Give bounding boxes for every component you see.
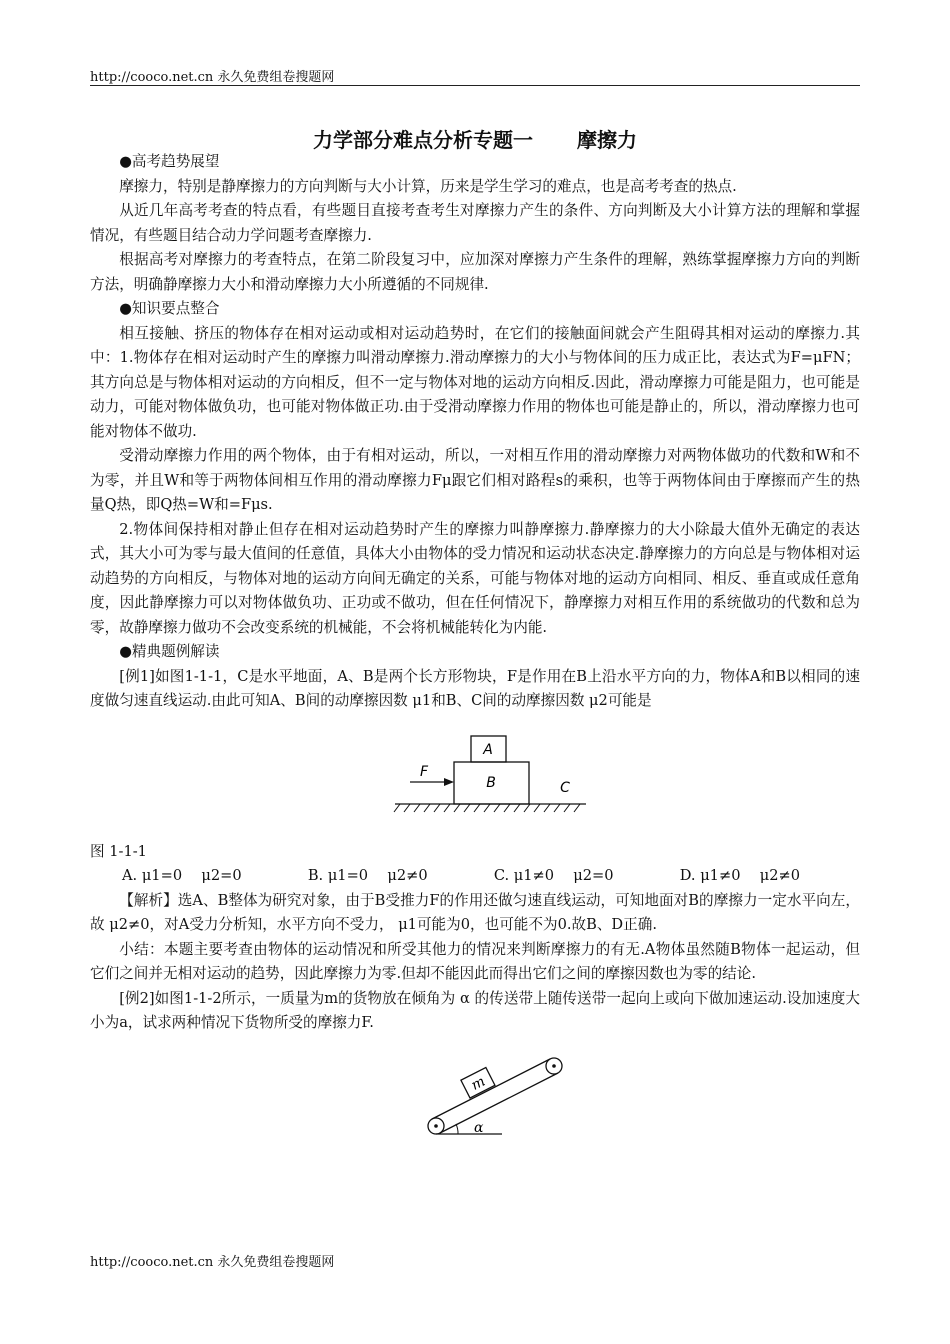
trend-paragraph-1: 摩擦力，特别是静摩擦力的方向判断与大小计算，历来是学生学习的难点，也是高考考查的热点. [119,177,737,195]
cargo-box [461,1067,495,1098]
label-b: B [486,774,496,791]
option-b: B. μ1=0 μ2≠0 [307,867,428,884]
figure-1-1-2 [90,1036,860,1146]
option-a: A. μ1=0 μ2=0 [122,867,242,884]
belt-top [432,1059,550,1119]
label-alpha: α [474,1119,484,1136]
header-url: http://cooco.net.cn 永久免费组卷搜题网 [90,70,335,85]
knowledge-paragraph-1: 相互接触、挤压的物体存在相对运动或相对运动趋势时，在它们的接触面间就会产生阻碍其相对运动的摩擦力.其中：1.物体存在相对运动时产生的摩擦力叫滑动摩擦力.滑动摩擦力的大小与物体间的压力成正比，表达式为F=μFN；其方向总是与物体相对运动的方向相反，但不一定与物体对地的运动方向相反.因此，滑动摩擦力可能是阻力，也可能是动力，可能对物体做负功，也可能对物体做正功.由于受滑动摩擦力作用的物体也可能是静止的，所以，滑动摩擦力也可能对物体不做功. [90,324,860,440]
examples-heading: ●精典题例解读 [119,643,220,660]
label-m: m [468,1072,488,1094]
example-1-text: [例1]如图1-1-1，C是水平地面，A、B是两个长方形物块，F是作用在B上沿水平方向的力，物体A和B以相同的速度做匀速直线运动.由此可知A、B间的动摩擦因数 μ1和B、C间的动摩擦因数 μ2可能是 [90,667,860,709]
title-part2: 摩擦力 [577,128,637,152]
document-body [90,150,860,1146]
angle-arc [456,1124,458,1134]
force-arrow-head [444,778,454,786]
figure-1-1-1 [90,714,860,840]
figure-1-1-2-diagram [90,1036,860,1146]
knowledge-paragraph-3: 2.物体间保持相对静止但存在相对运动趋势时产生的摩擦力叫静摩擦力.静摩擦力的大小除最大值外无确定的表达式，其大小可为零与最大值间的任意值，具体大小由物体的受力情况和运动状态决定.静摩擦力的方向总是与物体相对运动趋势的方向相反，与物体对地的运动方向间无确定的关系，可能与物体对地的运动方向相同、相反、垂直或成任意角度，因此静摩擦力可以对物体做负功、正功或不做功，但在任何情况下，静摩擦力对相互作用的系统做功的代数和总为零，故静摩擦力做功不会改变系统的机械能，不会将机械能转化为内能. [90,520,860,636]
header-divider [90,85,860,86]
knowledge-paragraph-2: 受滑动摩擦力作用的两个物体，由于有相对运动，所以，一对相互作用的滑动摩擦力对两物体做功的代数和W和不为零，并且W和等于两物体间相互作用的滑动摩擦力Fμ跟它们相对路程s的乘积，也等于两物体间由于摩擦而产生的热量Q热，即Q热=W和=Fμs. [90,447,860,513]
example-2-text: [例2]如图1-1-2所示，一质量为m的货物放在倾角为 α 的传送带上随传送带一起向上或向下做加速运动.设加速度大小为a，试求两种情况下货物所受的摩擦力F. [90,989,860,1031]
figure-1-1-1-diagram [90,714,860,840]
title-part1: 力学部分难点分析专题一 [313,128,533,152]
option-d: D. μ1≠0 μ2≠0 [679,867,800,884]
trend-paragraph-3: 根据高考对摩擦力的考查特点，在第二阶段复习中，应加深对摩擦力产生条件的理解，熟练掌握摩擦力方向的判断方法，明确静摩擦力大小和滑动摩擦力大小所遵循的不同规律. [90,251,860,293]
answer-options [90,864,860,889]
analysis-text: 【解析】选A、B整体为研究对象，由于B受推力F的作用还做匀速直线运动，可知地面对B的摩擦力一定水平向左，故 μ2≠0，对A受力分析知，水平方向不受力， μ1可能为0，也可能不为0.故B、D正确. [90,891,860,933]
knowledge-heading: ●知识要点整合 [119,300,220,317]
label-a: A [483,741,493,758]
figure-1-1-1-caption: 图 1-1-1 [90,842,147,860]
label-f: F [419,763,429,780]
ground-hatching [394,804,580,812]
belt-bottom [440,1073,558,1133]
summary-text: 小结：本题主要考查由物体的运动情况和所受其他力的情况来判断摩擦力的有无.A物体虽然随B物体一起运动，但它们之间并无相对运动的趋势，因此摩擦力为零.但却不能因此而得出它们之间的摩擦因数也为零的结论. [90,940,860,982]
trend-paragraph-2: 从近几年高考考查的特点看，有些题目直接考查考生对摩擦力产生的条件、方向判断及大小计算方法的理解和掌握情况，有些题目结合动力学问题考查摩擦力. [90,202,860,244]
trend-heading: ●高考趋势展望 [119,153,220,170]
label-c: C [560,779,570,796]
footer-url: http://cooco.net.cn 永久免费组卷搜题网 [90,1255,335,1270]
option-c: C. μ1≠0 μ2=0 [493,867,614,884]
page-title [0,124,950,153]
